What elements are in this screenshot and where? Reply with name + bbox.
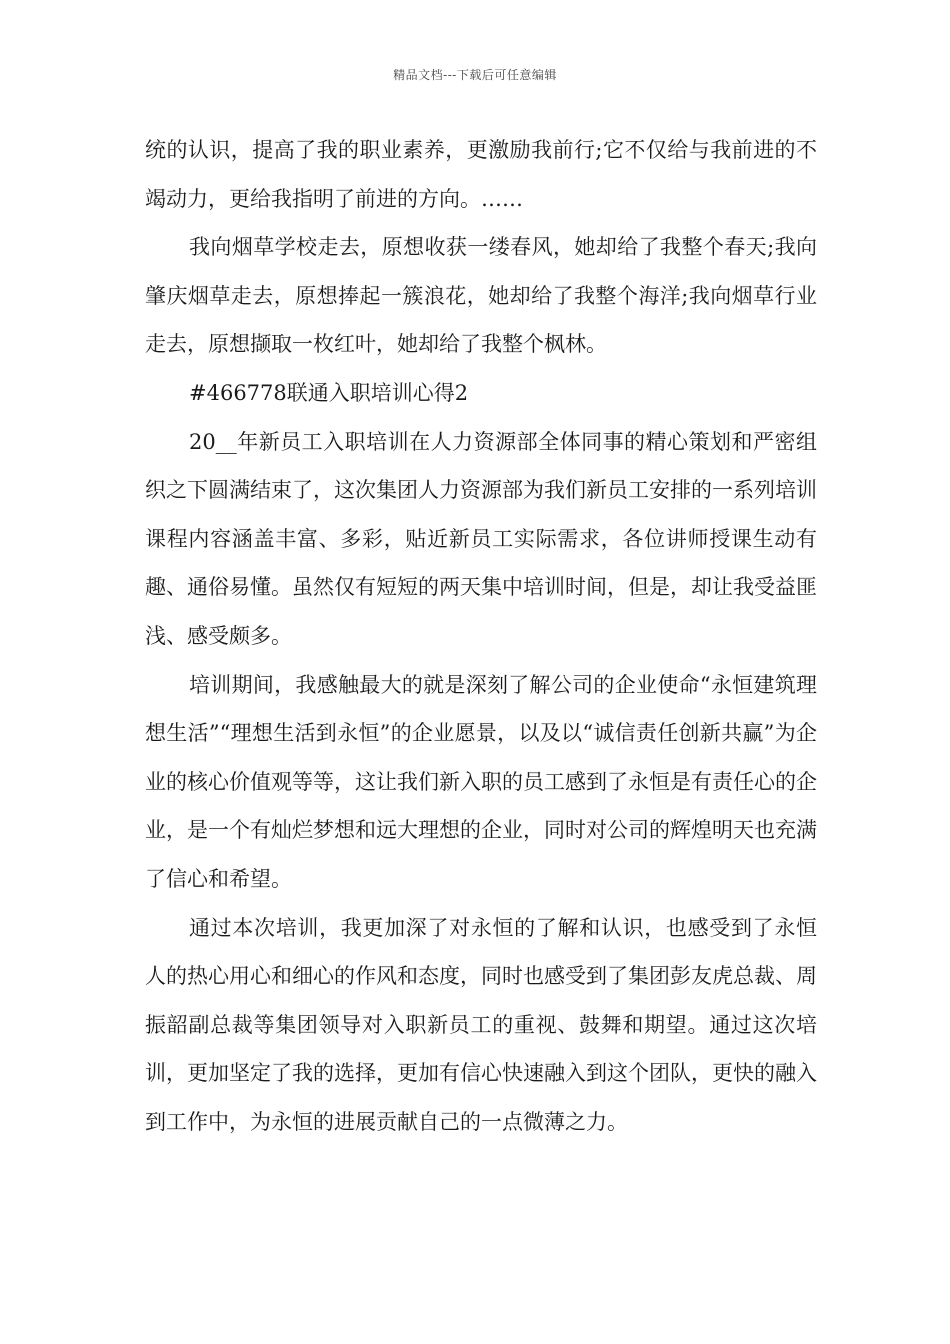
paragraph-1: 统的认识，提高了我的职业素养，更激励我前行;它不仅给与我前进的不竭动力，更给我指明了前进的方向。…… [145, 138, 817, 211]
section-heading: #466778联通入职培训心得2 [189, 380, 469, 405]
paragraph-2: 我向烟草学校走去，原想收获一缕春风，她却给了我整个春天;我向肇庆烟草走去，原想捧起一簇浪花，她却给了我整个海洋;我向烟草行业走去，原想撷取一枚红叶，她却给了我整个枫林。 [145, 235, 817, 357]
page-header: 精品文档---下载后可任意编辑 [393, 68, 557, 82]
document-body [145, 126, 817, 1146]
paragraph-3: 20__年新员工入职培训在人力资源部全体同事的精心策划和严密组织之下圆满结束了，这次集团人力资源部为我们新员工安排的一系列培训课程内容涵盖丰富、多彩，贴近新员工实际需求，各位讲师授课生动有趣、通俗易懂。虽然仅有短短的两天集中培训时间，但是，却让我受益匪浅、感受颇多。 [145, 429, 817, 648]
paragraph-4: 培训期间，我感触最大的就是深刻了解公司的企业使命“永恒建筑理想生活”“理想生活到永恒”的企业愿景，以及以“诚信责任创新共赢”为企业的核心价值观等等，这让我们新入职的员工感到了永恒是有责任心的企业，是一个有灿烂梦想和远大理想的企业，同时对公司的辉煌明天也充满了信心和希望。 [145, 672, 817, 891]
paragraph-5: 通过本次培训，我更加深了对永恒的了解和认识，也感受到了永恒人的热心用心和细心的作风和态度，同时也感受到了集团彭友虎总裁、周振韶副总裁等集团领导对入职新员工的重视、鼓舞和期望。通过这次培训，更加坚定了我的选择，更加有信心快速融入到这个团队，更快的融入到工作中，为永恒的进展贡献自己的一点微薄之力。 [145, 915, 817, 1134]
